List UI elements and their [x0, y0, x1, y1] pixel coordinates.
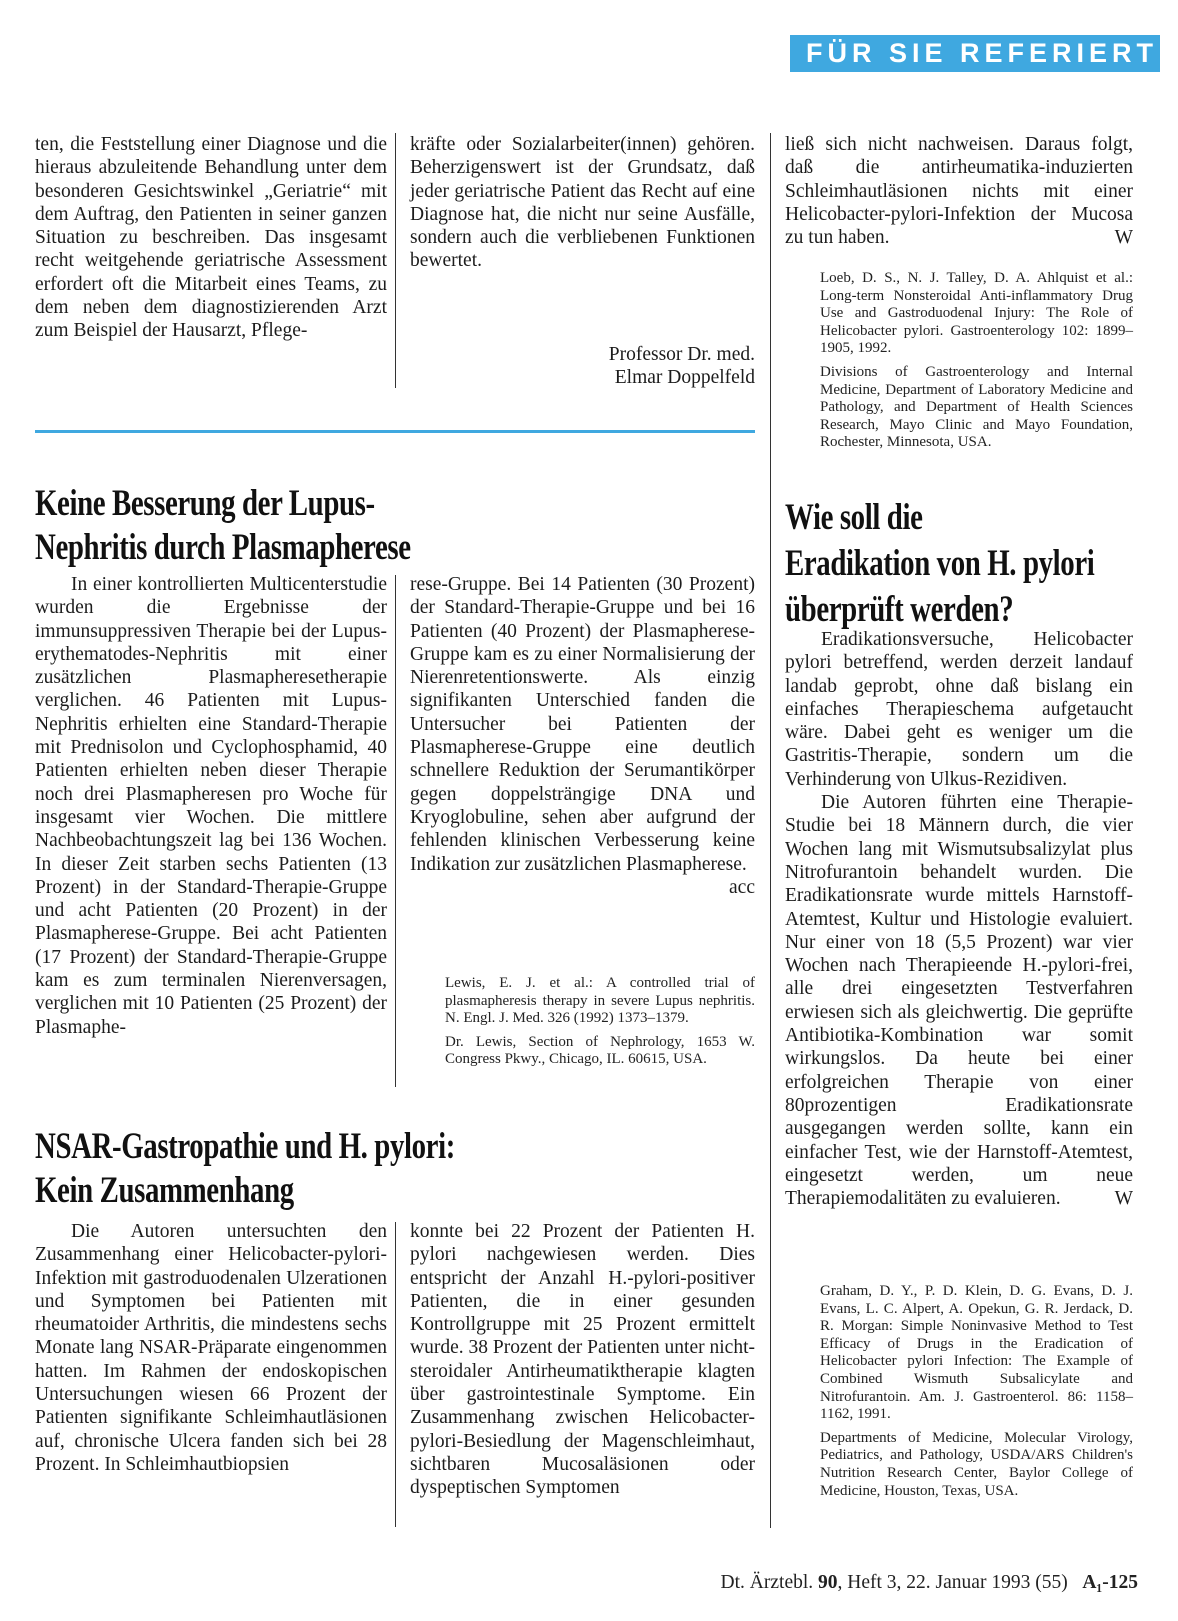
section-tag: FÜR SIE REFERIERT [790, 35, 1160, 72]
article1-headline [35, 482, 411, 570]
footer-issue: , Heft 3, 22. Januar 1993 (55) [837, 1572, 1068, 1593]
column-divider [395, 575, 396, 1087]
footer-journal: Dt. Ärztebl. [720, 1572, 814, 1593]
article0-col1 [35, 133, 387, 343]
article3-references [820, 1283, 1133, 1506]
article0-col2-text: kräfte oder Sozialarbeiter(innen) gehören. Beherzigenswert ist der Grundsatz, daß jeder geriatrische Patient das Recht auf eine Diagnose hat, die nicht nur seine Ausfälle, sondern auch die verbliebenen Funktionen bewertet. [410, 134, 755, 272]
reference-citation: Graham, D. Y., P. D. Klein, D. G. Evans, D. J. Evans, L. C. Alpert, A. Opekun, G. R. Jerdack, D. R. Morgan: Simple Noninvasive Method to Test Efficacy of Drugs in the Eradication of Helicobacter pylori Infection: The Example of Combined Wismuth Subsalicylate and Nitrofurantoin. Am. J. Gastroenterol. 86: 1158–1162, 1991. [820, 1283, 1133, 1423]
article1-col2 [410, 573, 755, 899]
article0-author [410, 343, 755, 390]
column-divider [395, 133, 396, 388]
author-line-2: Elmar Doppelfeld [614, 367, 755, 389]
article3-headline [785, 495, 1094, 633]
section-divider [35, 430, 755, 433]
reference-address: Divisions of Gastroenterology and Internal Medicine, Department of Laboratory Medicine and Pathology, and Department of Health Sciences Research, Mayo Clinic and Mayo Foundation, Rochester, Minnesota, USA. [820, 363, 1133, 451]
article2-col1-text: Die Autoren untersuchten den Zusammenhang einer Helicobacter-pylori-Infektion mit gastroduodenalen Ulzerationen und Symptomen bei Patienten mit rheumatoider Arthritis, die mindestens sechs Monate lang NSAR-Präparate eingenommen hatten. Im Rahmen der endoskopischen Untersuchungen wiesen 66 Prozent der Patienten signifikante Schleimhautläsionen auf, chronische Ulcera fanden sich bei 28 Prozent. In Schleimhautbiopsien [35, 1221, 387, 1475]
article3-paragraph-1: Eradikationsversuche, Helicobacter pylori betreffend, werden derzeit landauf landab geprobt, ohne daß bislang ein einfaches Therapieschema aufgetaucht wäre. Dabei geht es weniger um die Gastritis-Therapie, sondern um die Verhinderung von Ulkus-Rezidiven. [785, 629, 1133, 790]
article0-col2 [410, 133, 755, 273]
article2-headline [35, 1125, 455, 1213]
article1-col1 [35, 573, 387, 1039]
headline-line-1: Wie soll die [785, 497, 923, 538]
column-divider-right [770, 133, 771, 1528]
article1-col1-text: In einer kontrollierten Multicenterstudie wurden die Ergebnisse der immunsuppressiven Therapie bei der Lupus-erythematodes-Nephritis mit einer zusätzlichen Plasmapheresetherapie verglichen. 46 Patienten mit Lupus-Nephritis erhielten eine Standard-Therapie mit Prednisolon und Cyclophosphamid, 40 Patienten erhielten neben dieser Therapie noch drei Plasmapheresen pro Woche für insgesamt vier Wochen. Die mittlere Nachbeobachtungszeit lag bei 136 Wochen. In dieser Zeit starben sechs Patienten (13 Prozent) in der Standard-Therapie-Gruppe und acht Patienten (20 Prozent) in der Plasmapherese-Gruppe. Bei acht Patienten (17 Prozent) der Standard-Therapie-Gruppe kam es zum terminalen Nierenversagen, verglichen mit 10 Patienten (25 Prozent) der Plasmaphe- [35, 574, 387, 1038]
article2-col3 [785, 133, 1133, 249]
reference-address: Departments of Medicine, Molecular Virology, Pediatrics, and Pathology, USDA/ARS Children's Nutrition Research Center, Baylor College of Medicine, Houston, Texas, USA. [820, 1429, 1133, 1499]
article2-col1 [35, 1220, 387, 1476]
article3-paragraph-2: Die Autoren führten eine Therapie-Studie bei 18 Männern durch, die vier Wochen lang mit Wismutsubsalizylat plus Nitrofurantoin behandelt wurden. Die Eradikationsrate wurde mittels Harnstoff-Atemtest, Kultur und Histologie evaluiert. Nur einer von 18 (5,5 Prozent) war vier Wochen nach Therapieende H.-pylori-frei, alle drei eingesetzten Testverfahren erwiesen sich als gleichwertig. Die geprüfte Antibiotika-Kombination war somit wirkungslos. Da heute bei einer erfolgreichen Therapie von einer 80prozentigen Eradikationsrate ausgegangen werden sollte, kann ein einfacher Test, wie der Harnstoff-Atemtest, eingesetzt werden, um neue Therapiemodalitäten zu evaluieren. [785, 792, 1133, 1210]
page-footer [721, 1572, 1138, 1594]
article2-references [820, 270, 1133, 458]
article3-body [785, 628, 1133, 1210]
footer-volume: 90 [818, 1572, 838, 1593]
article2-col2-text: konnte bei 22 Prozent der Patienten H. pylori nachgewiesen werden. Dies entspricht der Anzahl H.-pylori-positiver Patienten, die in einer gesunden Kontrollgruppe mit 25 Prozent ermittelt wurde. 38 Prozent der Patienten unter nicht-steroidaler Antirheumatiktherapie klagten über gastrointestinale Symptome. Ein Zusammenhang zwischen Helicobacter-pylori-Besiedlung der Magenschleimhaut, sichtbaren Mucosaläsionen oder dyspeptischen Symptomen [410, 1221, 755, 1499]
headline-line-2: Nephritis durch Plasmapherese [35, 527, 411, 568]
article1-author: acc [729, 876, 755, 898]
article1-col2-text: rese-Gruppe. Bei 14 Patienten (30 Prozent) der Standard-Therapie-Gruppe und bei 16 Patienten (40 Prozent) der Plasmapherese-Gruppe kam es zu einer Normalisierung der Nierenretentionswerte. Als einzig signifikanten Unterschied fanden die Untersucher bei Patienten der Plasmapherese-Gruppe eine deutlich schnellere Reduktion der Serumantikörper gegen doppelsträngige DNA und Kryoglobuline, sehen aber aufgrund der fehlenden klinischen Verbesserung keine Indikation zur zusätzlichen Plasmapherese. [410, 574, 755, 875]
reference-address: Dr. Lewis, Section of Nephrology, 1653 W. Congress Pkwy., Chicago, IL. 60615, USA. [445, 1033, 755, 1068]
headline-line-1: Keine Besserung der Lupus- [35, 483, 375, 524]
reference-citation: Lewis, E. J. et al.: A controlled trial of plasmapheresis therapy in severe Lupus nephritis. N. Engl. J. Med. 326 (1992) 1373–1379. [445, 975, 755, 1027]
headline-line-1: NSAR-Gastropathie und H. pylori: [35, 1126, 455, 1167]
article2-col2 [410, 1220, 755, 1500]
footer-page-number: A₁-125 [1082, 1572, 1138, 1593]
author-line-1: Professor Dr. med. [608, 344, 755, 365]
headline-line-2: Eradikation von H. pylori [785, 543, 1095, 584]
headline-line-3: überprüft werden? [785, 589, 1014, 630]
reference-citation: Loeb, D. S., N. J. Talley, D. A. Ahlquist et al.: Long-term Nonsteroidal Anti-inflammatory Drug Use and Gastroduodenal Injury: The Role of Helicobacter pylori. Gastroenterology 102: 1899–1905, 1992. [820, 270, 1133, 357]
article2-col3-text: ließ sich nicht nachweisen. Daraus folgt, daß die antirheumatika-induzierten Schleimhautläsionen nichts mit einer Helicobacter-pylori-Infektion der Mucosa zu tun haben. [785, 134, 1133, 249]
article2-author: W [1114, 227, 1133, 249]
article3-author: W [1114, 1188, 1133, 1210]
article0-col1-text: ten, die Feststellung einer Diagnose und die hieraus abzuleitende Behandlung unter dem besonderen Gesichtswinkel „Geriatrie“ mit dem Auftrag, den Patienten in seiner ganzen Situation zu beschreiben. Das insgesamt recht weitgehende geriatrische Assessment erfordert oft die Mitarbeit eines Teams, zu dem neben dem diagnostizierenden Arzt zum Beispiel der Hausarzt, Pflege- [35, 134, 387, 342]
headline-line-2: Kein Zusammenhang [35, 1170, 294, 1211]
article1-references [445, 975, 755, 1075]
column-divider [395, 1222, 396, 1527]
